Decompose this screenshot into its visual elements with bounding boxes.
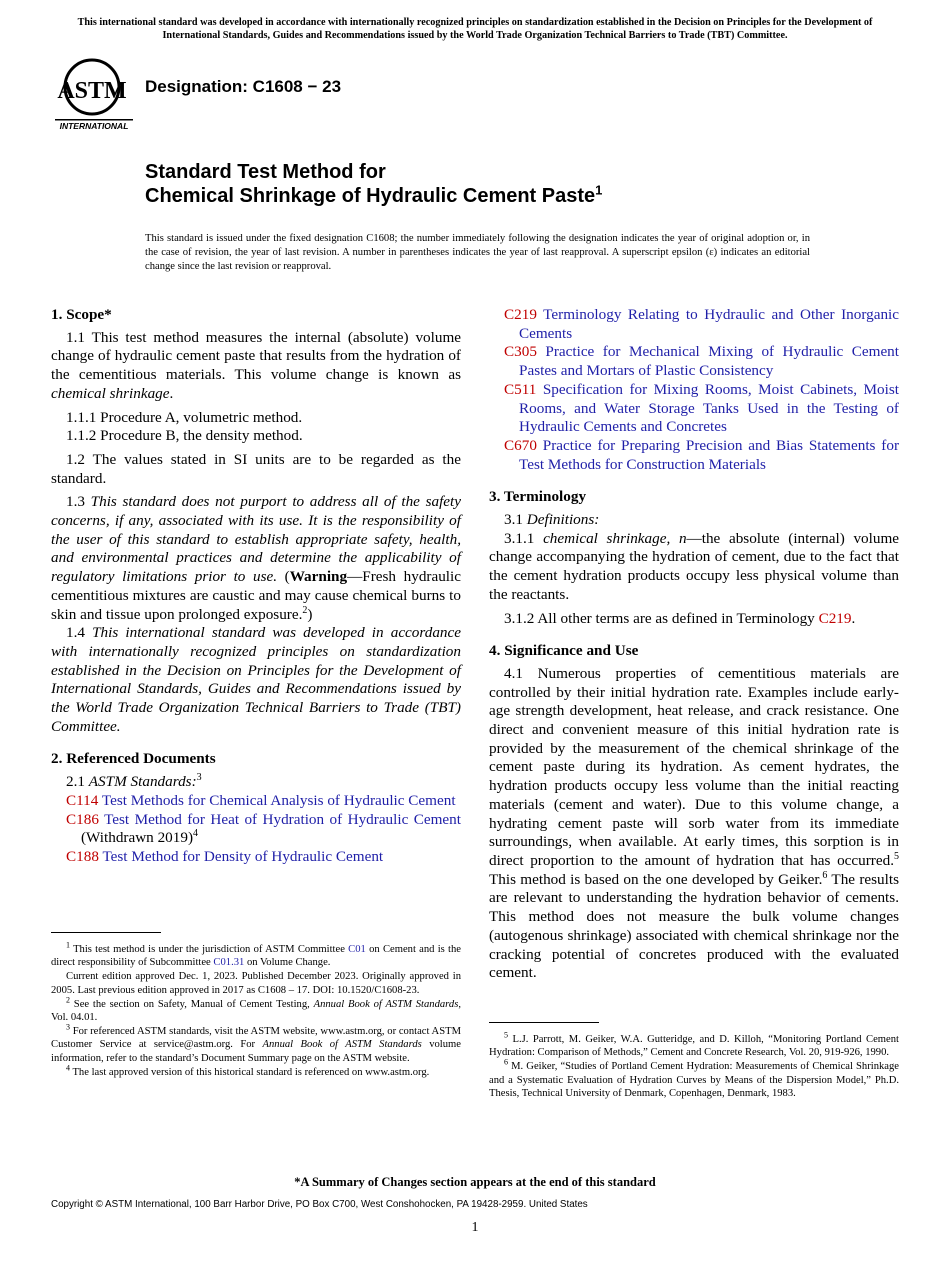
footnote-ref-2[interactable]: 2	[302, 604, 308, 616]
ref-c670[interactable]: C670 Practice for Preparing Precision and Bias Statements for Test Methods for Construction Materials	[504, 436, 899, 473]
section-4-heading: 4. Significance and Use	[489, 642, 639, 660]
footnote-ref-6[interactable]: 6	[822, 869, 828, 881]
right-column	[489, 306, 899, 988]
document-title	[145, 160, 602, 208]
issued-statement: This standard is issued under the fixed designation C1608; the number immediately following the designation indicates the year of original adoption or, in the case of revision, the year of last revision. A number in parentheses indicates the year of last reapproval. A superscript epsilon (ε) indicates an editorial change since the last revision or reapproval.	[145, 233, 810, 272]
top-notice: This international standard was developed in accordance with internationally recognized principles on standardization established in the Decision on Principles for the Development of International Standards, Guides and Recommendations issued by the World Trade Organization Technical Barriers to Trade (TBT) Committee.	[77, 17, 873, 41]
title-line-1: Standard Test Method for	[145, 161, 386, 183]
footnote-5: $^5$ L.J. Parrott, M. Geiker, W.A. Gutteridge, and D. Killoh, “Monitoring Portland Cement Hydration: Comparison of Methods,” Cement and Concrete Research, Vol. 20, 919-926, 1990.	[489, 1030, 899, 1059]
para-1-1-1: 1.1.1 Procedure A, volumetric method.	[66, 408, 303, 426]
title-line-2-text: Chemical Shrinkage of Hydraulic Cement Paste	[145, 185, 596, 207]
footnote-1-edition: Current edition approved Dec. 1, 2023. Published December 2023. Originally approved in 2005. Last previous edition approved in 2017 as C1608 – 17. DOI: 10.1520/C1608-23.	[51, 971, 461, 996]
footnote-rule	[51, 932, 161, 933]
footnote-ref-4: 4	[193, 828, 198, 840]
para-3-1-2: 3.1.2 All other terms are as defined in Terminology C219.	[504, 609, 856, 627]
ref-c114[interactable]: C114 Test Methods for Chemical Analysis of Hydraulic Cement	[66, 791, 456, 809]
footnote-6: $^6$ M. Geiker, “Studies of Portland Cement Hydration: Measurements of Chemical Shrinkage and a Systematic Evaluation of Hydration Curves by Means of the Dispersion Model,” Ph.D. Thesis, Technical University of Denmark, Copenhagen, Denmark, 1983.	[489, 1057, 899, 1099]
astm-logo	[53, 56, 135, 132]
ref-c188[interactable]: C188 Test Method for Density of Hydraulic Cement	[66, 847, 384, 865]
astm-logo-icon	[53, 56, 135, 132]
footnote-ref-5[interactable]: 5	[894, 850, 899, 862]
section-3-heading: 3. Terminology	[489, 488, 587, 506]
ref-c219[interactable]: C219 Terminology Relating to Hydraulic and Other Inorganic Cements	[504, 306, 899, 342]
astm-logo-text: INTERNATIONAL	[59, 121, 129, 131]
ref-link-c219[interactable]: C219	[818, 609, 852, 627]
link-c01-31[interactable]: C01.31	[213, 957, 245, 969]
para-4-1: 4.1 Numerous properties of cementitious materials are controlled by their initial hydration rate. Examples include early-age strength development, heat release, and crack resistance. One direct and convenient measure of this initial hydration rate is provided by the measurement of the chemical shrinkage of the cement paste during its hydration. As cement hydrates, the hydration products occupy less volume than the initial reacting materials (cement and water). Due to this volume change, a hydrating cement paste will sorb water from its immediate surroundings, when available. At early times, this sorption is in direct proportion to the amount of hydration that has occurred.$^5$ This method is based on the one developed by Geiker.$^6$ The results are relevant to understanding the hydration behavior of cements. This method does not measure the bulk volume changes (autogenous shrinkage) associated with chemical shrinkage nor the cracking potential of concretes produced with the evaluated cement.	[489, 664, 899, 982]
footnote-1: $^1$ This test method is under the jurisdiction of ASTM Committee C01 on Cement and is the direct responsibility of Subcommittee C01.31 on Volume Change.	[51, 940, 461, 969]
footnotes-left	[51, 932, 461, 1080]
warning-label: Warning	[289, 568, 348, 586]
section-2-heading: 2. Referenced Documents	[51, 750, 216, 768]
para-1-2: 1.2 The values stated in SI units are to be regarded as the standard.	[51, 450, 461, 487]
astm-logo-mark: ASTM	[57, 78, 127, 104]
section-1-heading: 1. Scope*	[51, 306, 112, 323]
para-1-3: 1.3 This standard does not purport to address all of the safety concerns, if any, associated with its use. It is the responsibility of the user of this standard to establish appropriate safety, health, and environmental practices and determine the applicability of regulatory limitations prior to use. (Warning—Fresh hydraulic cementitious mixtures are caustic and may cause chemical burns to skin and tissue upon prolonged exposure.$^2$)	[51, 493, 462, 623]
para-3-1: 3.1 Definitions:	[504, 511, 600, 529]
footnote-3: $^3$ For referenced ASTM standards, visit the ASTM website, www.astm.org, or contact ASTM Customer Service at service@astm.org. For Annual Book of ASTM Standards volume information, refer to the standard’s Document Summary page on the ASTM website.	[51, 1022, 461, 1064]
footnotes-right	[489, 1022, 899, 1101]
para-3-1-1: 3.1.1 chemical shrinkage, n—the absolute (internal) volume change accompanying the hydration of cement, due to the fact that the cement hydration products occupy less physical volume than the reactants.	[489, 529, 900, 603]
page-number: 1	[471, 1220, 479, 1235]
summary-of-changes-note: *A Summary of Changes section appears at the end of this standard	[294, 1175, 656, 1189]
copyright: Copyright © ASTM International, 100 Barr Harbor Drive, PO Box C700, West Conshohocken, PA 19428-2959. United States	[51, 1199, 588, 1210]
title-line-2	[145, 184, 602, 208]
title-footnote-ref[interactable]: 1	[595, 182, 603, 198]
ref-c511[interactable]: C511 Specification for Mixing Rooms, Moist Cabinets, Moist Rooms, and Water Storage Tanks Used in the Testing of Hydraulic Cements and Concretes	[504, 380, 899, 436]
ref-c305[interactable]: C305 Practice for Mechanical Mixing of Hydraulic Cement Pastes and Mortars of Plastic Consistency	[504, 343, 899, 380]
footnote-2: $^2$ See the section on Safety, Manual of Cement Testing, Annual Book of ASTM Standards, Vol. 04.01.	[51, 995, 461, 1024]
ref-c186[interactable]: C186 Test Method for Heat of Hydration of Hydraulic Cement (Withdrawn 2019)$^4$	[66, 810, 461, 847]
left-column	[51, 306, 461, 867]
link-c01[interactable]: C01	[348, 944, 366, 955]
para-2-1: 2.1 ASTM Standards:$^3$	[66, 772, 202, 791]
para-1-1: 1.1 This test method measures the internal (absolute) volume change of hydraulic cement paste that results from the hydration of the cementitious materials. This volume change is known as chemical shrinkage.	[51, 328, 461, 402]
footnote-4: $^4$ The last approved version of this historical standard is referenced on www.astm.org.	[66, 1063, 430, 1078]
para-1-1-2: 1.1.2 Procedure B, the density method.	[66, 427, 303, 445]
designation: Designation: C1608 − 23	[145, 77, 342, 96]
para-1-4: 1.4 This international standard was developed in accordance with internationally recognized principles on standardization established in the Decision on Principles for the Development of International Standards, Guides and Recommendations issued by the World Trade Organization Technical Barriers to Trade (TBT) Committee.	[51, 624, 462, 735]
footnote-ref-3[interactable]: 3	[196, 772, 202, 784]
footnote-rule	[489, 1022, 599, 1023]
